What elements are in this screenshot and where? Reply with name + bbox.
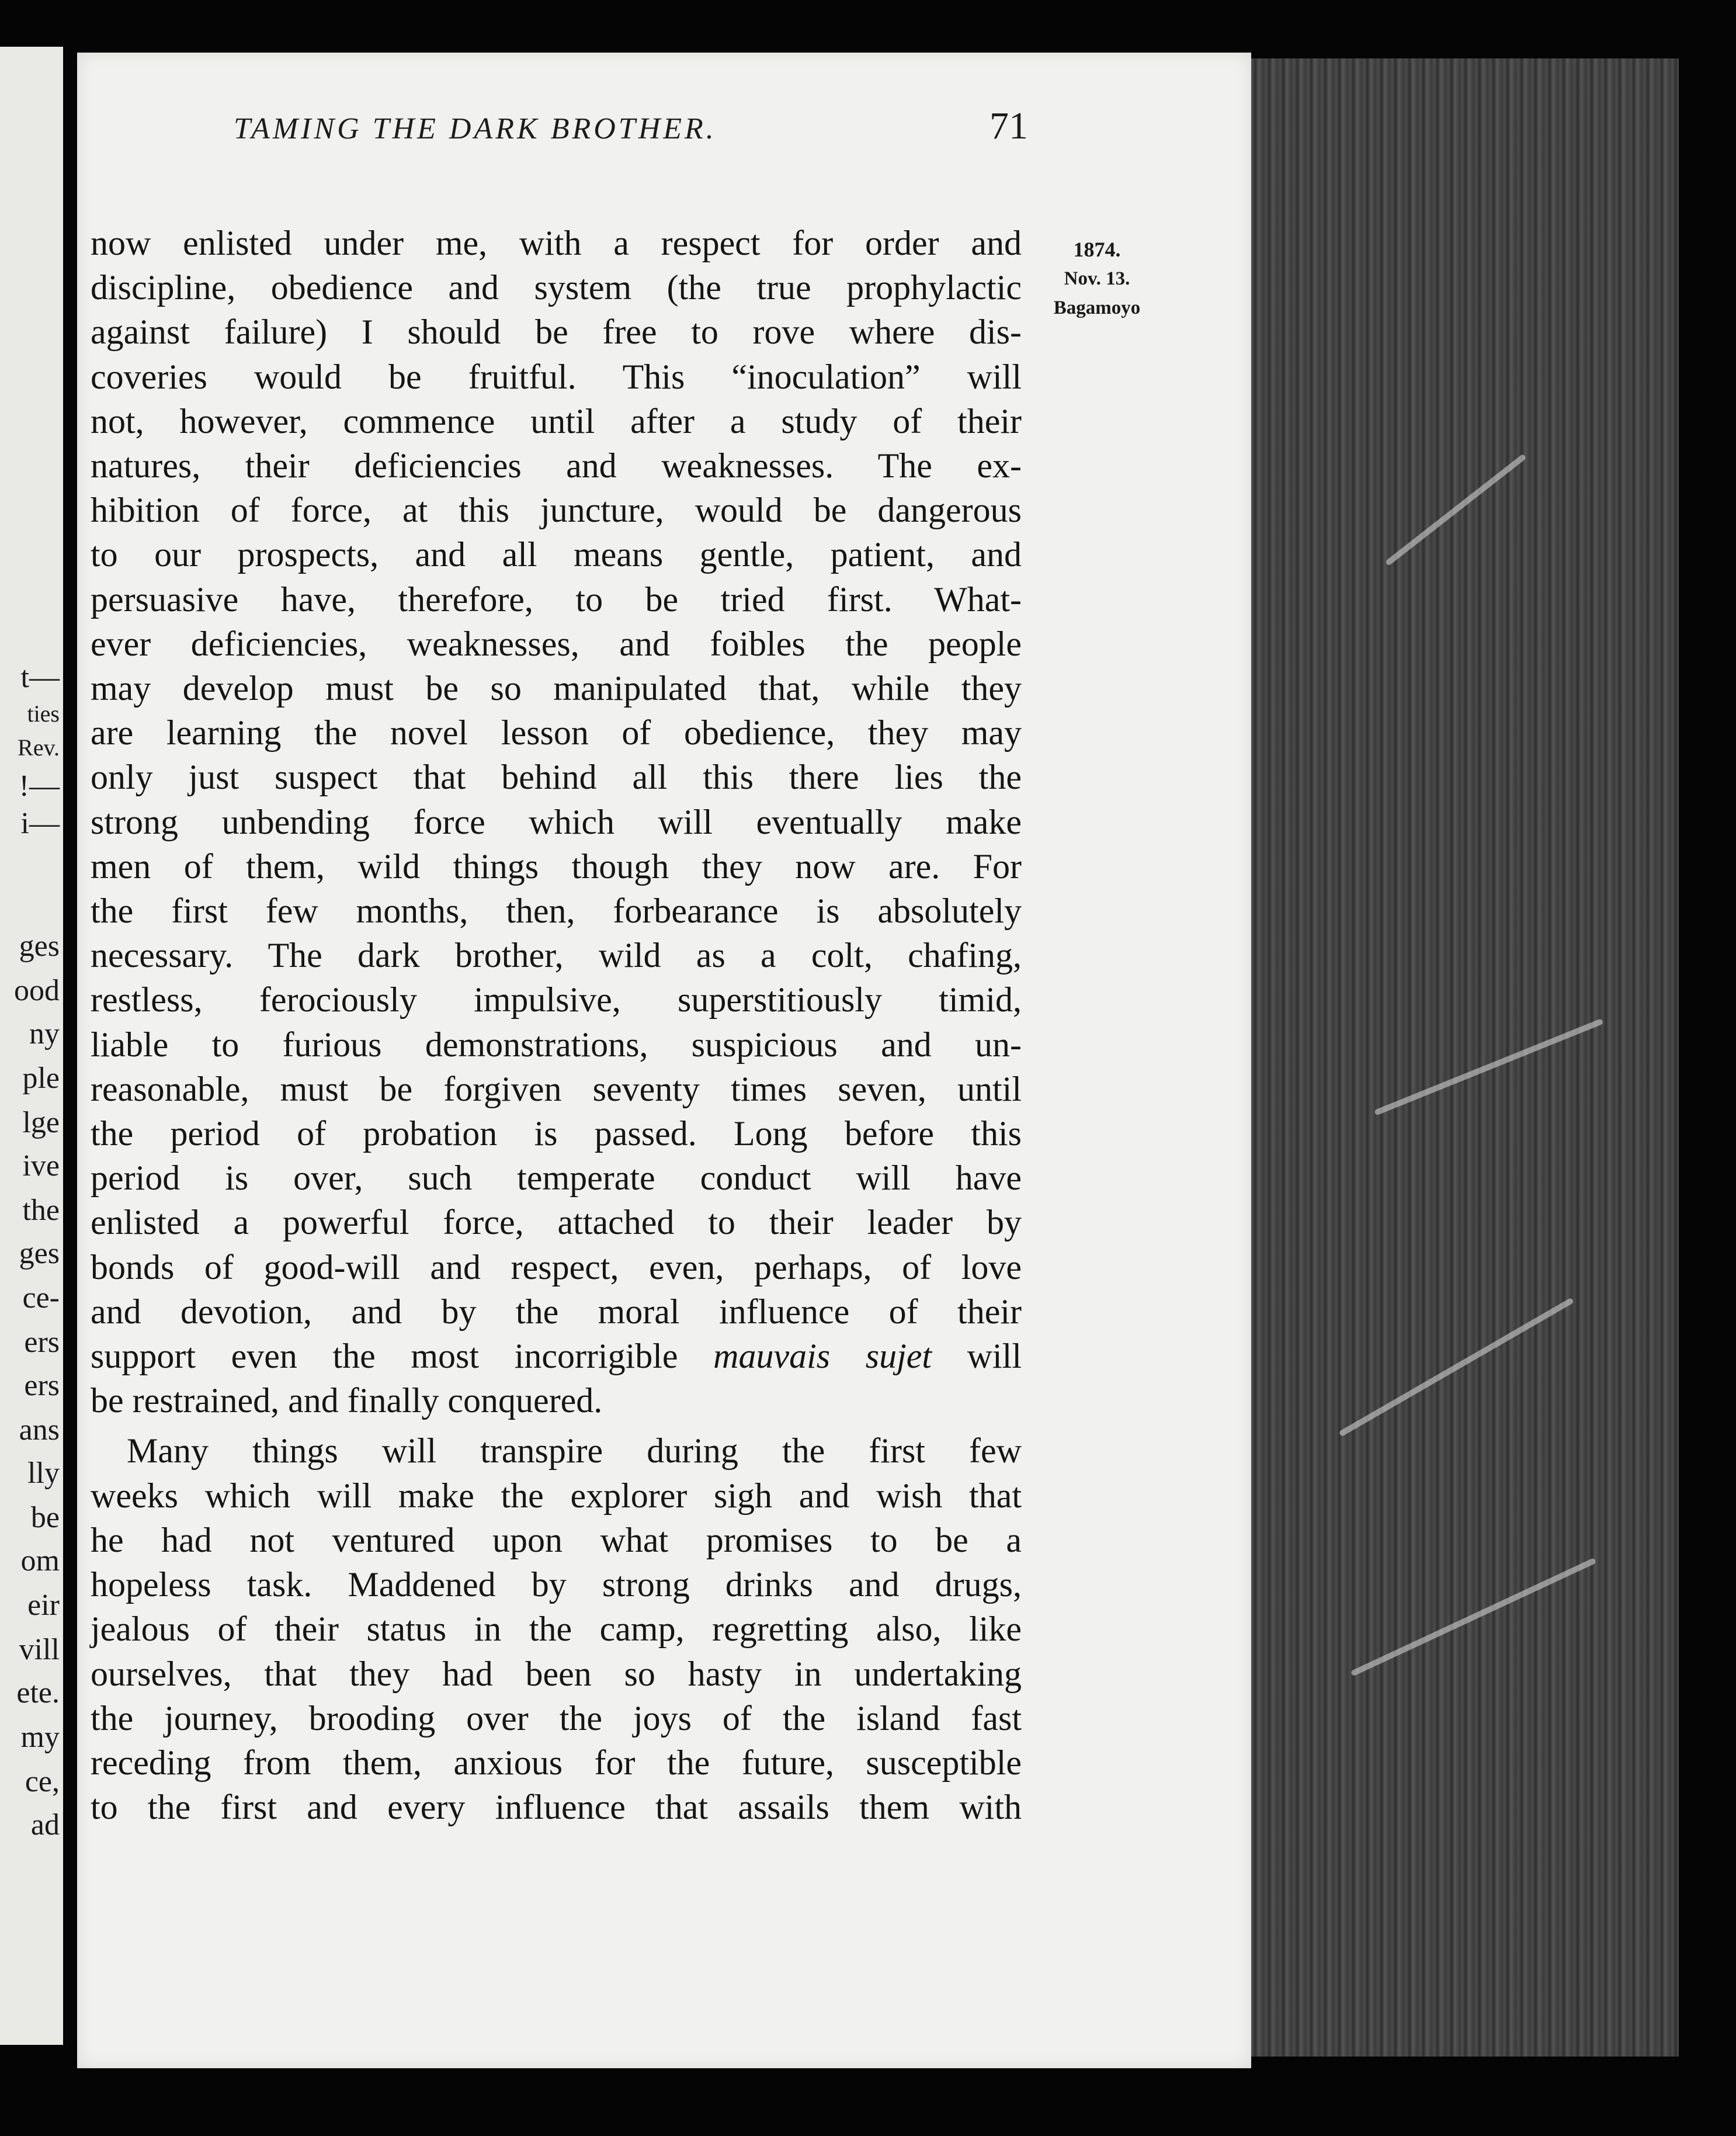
text-line: to our prospects, and all means gentle, patient, and [91,535,1022,574]
running-title: TAMING THE DARK BROTHER. [234,112,717,145]
text-line: jealous of their status in the camp, regretting also, like [91,1610,1022,1649]
body-text [91,221,1022,1829]
edge-streak [1339,1298,1574,1437]
prev-fragment: ive [22,1149,60,1183]
prev-fragment: lly [27,1457,60,1490]
text-line-italic: support even the most incorrigible mauvais sujet will [91,1337,1022,1376]
prev-fragment: ce, [25,1765,60,1798]
text-line: now enlisted under me, with a respect for order and [91,224,1022,262]
prev-fragment: i— [20,807,60,840]
text-line: period is over, such temperate conduct will have [91,1159,1022,1198]
prev-fragment: my [20,1721,60,1754]
text-line: discipline, obedience and system (the true prophylactic [91,268,1022,307]
prev-fragment: ple [22,1062,60,1095]
text-line: not, however, commence until after a study of their [91,401,1022,441]
text-line: natures, their deficiencies and weaknesses. The ex- [91,446,1022,486]
prev-fragment: ete. [16,1676,60,1710]
prev-fragment: be [30,1501,60,1534]
prev-fragment: ties [27,701,60,727]
prev-fragment: vill [19,1633,60,1666]
text-line: coveries would be fruitful. This “inoculation” will [91,357,1022,396]
prev-fragment: !— [19,769,60,803]
edge-streak [1385,453,1527,566]
text-line: he had not ventured upon what promises to be a [91,1520,1022,1559]
text-line: be restrained, and finally conquered. [91,1381,603,1420]
text-line: persuasive have, therefore, to be tried first. What- [91,580,1022,619]
text-line: reasonable, must be forgiven seventy times seven, until [91,1069,1022,1108]
text-line: weeks which will make the explorer sigh and wish that [91,1476,1022,1515]
text-line: are learning the novel lesson of obedience, they may [91,713,1022,753]
prev-fragment: ers [24,1326,60,1359]
text-line: the period of probation is passed. Long before this [91,1114,1022,1153]
text-line: necessary. The dark brother, wild as a colt, chafing, [91,936,1022,975]
edge-streak [1350,1558,1596,1676]
edge-streak [1374,1018,1603,1116]
previous-page-edge [0,47,63,2045]
margin-note [1033,235,1161,323]
margin-note-place: Bagamoyo [1053,297,1141,318]
margin-note-year: 1874. [1073,238,1121,261]
prev-fragment: ers [24,1369,60,1402]
prev-fragment: t— [20,661,60,694]
running-head [234,104,1028,148]
text-line: Many things will transpire during the first few [127,1431,1022,1471]
prev-fragment: ce- [22,1281,60,1315]
margin-note-date: Nov. 13. [1064,268,1130,289]
text-line: only just suspect that behind all this there lies the [91,758,1022,797]
text-line: to the first and every influence that assails them with [91,1788,1022,1827]
text-line: ourselves, that they had been so hasty in undertaking [91,1654,1022,1693]
prev-fragment: ad [30,1808,60,1842]
prev-fragment: ny [29,1017,60,1050]
text-line: liable to furious demonstrations, suspicious and un- [91,1025,1022,1064]
text-line: hibition of force, at this juncture, would be dangerous [91,491,1022,530]
prev-fragment: ges [19,1237,60,1270]
book-fore-edge [1232,58,1679,2057]
text-line: and devotion, and by the moral influence of their [91,1292,1022,1331]
prev-fragment: ges [19,930,60,963]
text-line: hopeless task. Maddened by strong drinks and drugs, [91,1565,1022,1604]
prev-fragment: the [22,1194,60,1227]
text-line: against failure) I should be free to rove where dis- [91,313,1022,352]
text-line: restless, ferociously impulsive, superstitiously timid, [91,980,1022,1020]
text-line: strong unbending force which will eventually make [91,802,1022,841]
paragraph [91,221,1022,1334]
prev-fragment: ood [14,974,60,1007]
text-line: enlisted a powerful force, attached to their leader by [91,1203,1022,1242]
text-line: ever deficiencies, weaknesses, and foibles the people [91,624,1022,663]
prev-fragment: lge [22,1106,60,1139]
italic-phrase: mauvais sujet [713,1337,932,1376]
prev-fragment: Rev. [18,734,60,761]
prev-fragment: ans [19,1413,60,1447]
text-line: men of them, wild things though they now are. For [91,847,1022,886]
prev-fragment: eir [27,1589,60,1622]
text-line: bonds of good-will and respect, even, perhaps, of love [91,1247,1022,1287]
text-line: may develop must be so manipulated that, while they [91,669,1022,708]
text-line: the first few months, then, forbearance is absolutely [91,892,1022,931]
paragraph [91,1428,1022,1829]
text-line: receding from them, anxious for the future, susceptible [91,1743,1022,1782]
text-line: the journey, brooding over the joys of the island fast [91,1698,1022,1738]
prev-fragment: om [20,1544,60,1577]
page-number: 71 [989,105,1028,147]
